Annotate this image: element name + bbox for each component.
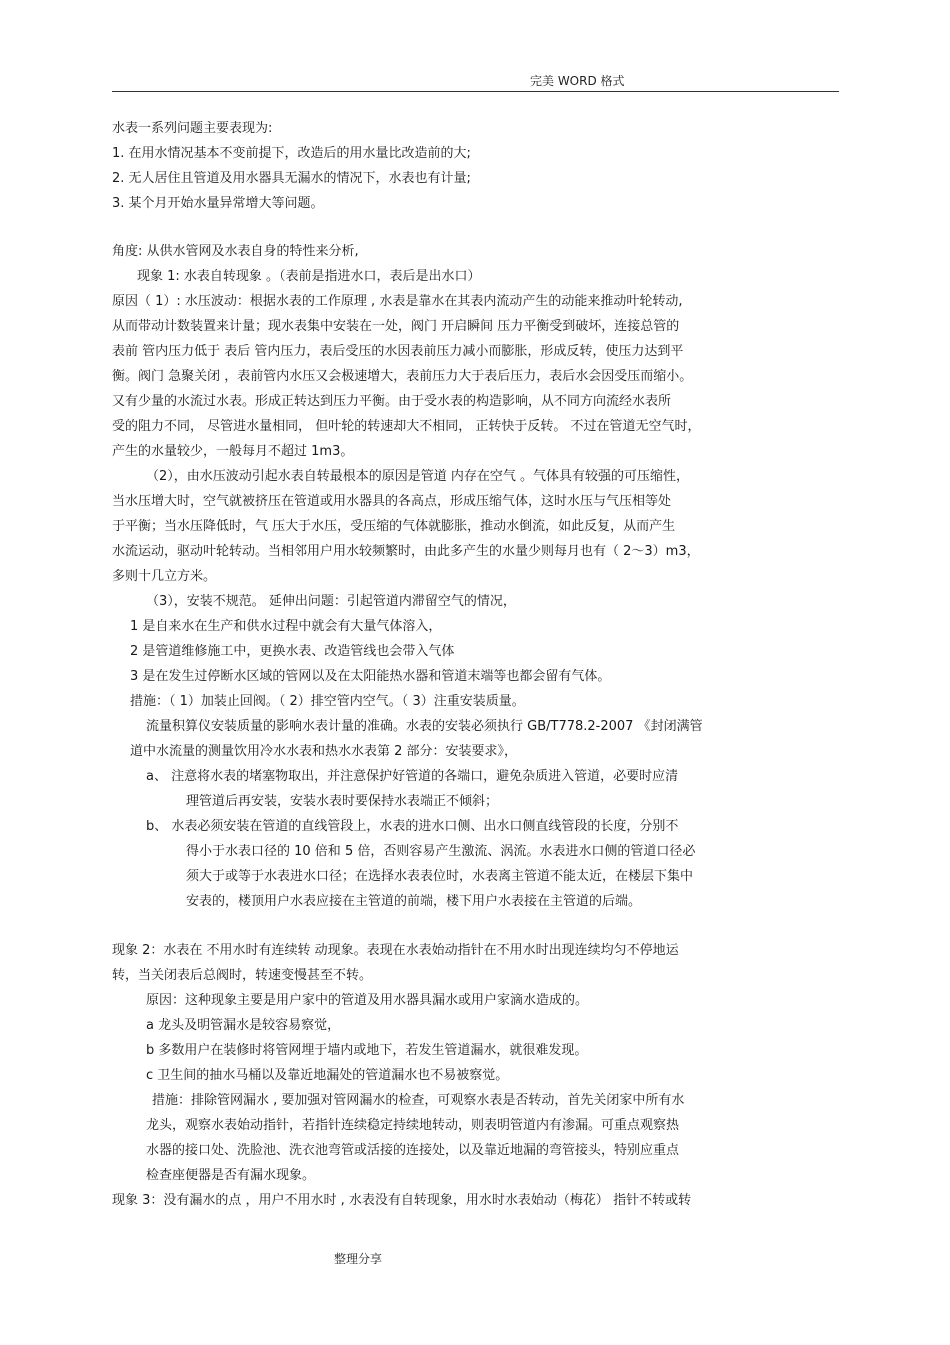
text-line: 理管道后再安装，安装水表时要保持水表端正不倾斜； [186, 794, 499, 809]
text-line: 得小于水表口径的 10 倍和 5 倍，否则容易产生激流、涡流。水表进水口侧的管道口径必 [186, 844, 696, 859]
text-line: 1 是自来水在生产和供水过程中就会有大量气体溶入， [130, 619, 442, 634]
text-line: 衡。阀门 急聚关闭 ，表前管内水压又会极速增大，表前压力大于表后压力，表后水会因受压而缩小。 [112, 369, 693, 384]
text-line: a 龙头及明管漏水是较容易察觉， [146, 1018, 341, 1033]
text-line: （2），由水压波动引起水表自转最根本的原因是管道 内存在空气 。气体具有较强的可压缩性， [146, 469, 690, 484]
text-line: 水器的接口处、洗脸池、洗衣池弯管或活接的连接处，以及靠近地漏的弯管接头，特别应重点 [146, 1143, 680, 1158]
text-line: 措施：排除管网漏水 , 要加强对管网漏水的检查，可观察水表是否转动，首先关闭家中所有水 [152, 1093, 685, 1108]
text-line: 现象 1: 水表自转现象 。（表前是指进水口，表后是出水口） [137, 269, 481, 284]
text-line: 现象 2：水表在 不用水时有连续转 动现象。表现在水表始动指针在不用水时出现连续均匀不停地运 [112, 943, 679, 958]
text-line: a、 注意将水表的堵塞物取出，并注意保护好管道的各端口，避免杂质进入管道，必要时应清 [146, 769, 679, 784]
text-line: 3 是在发生过停断水区域的管网以及在太阳能热水器和管道末端等也都会留有气体。 [130, 669, 611, 684]
text-line: c 卫生间的抽水马桶以及靠近地漏处的管道漏水也不易被察觉。 [146, 1068, 509, 1083]
text-line: 从而带动计数装置来计量；现水表集中安装在一处，阀门 开启瞬间 压力平衡受到破坏，连接总管的 [112, 319, 680, 334]
text-line: 3. 某个月开始水量异常增大等问题。 [112, 196, 324, 211]
text-line: b、 水表必须安装在管道的直线管段上，水表的进水口侧、出水口侧直线管段的长度，分别不 [146, 819, 679, 834]
text-line: 2 是管道维修施工中，更换水表、改造管线也会带入气体 [130, 644, 455, 659]
text-line: 角度: 从供水管网及水表自身的特性来分析, [112, 244, 359, 259]
text-line: b 多数用户在装修时将管网埋于墙内或地下，若发生管道漏水，就很难发现。 [146, 1043, 588, 1058]
header-title: 完美 WORD 格式 [530, 74, 625, 88]
text-line: 当水压增大时，空气就被挤压在管道或用水器具的各高点，形成压缩气体，这时水压与气压相等处 [112, 494, 672, 509]
text-line: 水表一系列问题主要表现为: [112, 121, 273, 136]
text-line: 又有少量的水流过水表。形成正转达到压力平衡。由于受水表的构造影响，从不同方向流经水表所 [112, 394, 672, 409]
text-line: 于平衡；当水压降低时，气 压大于水压，受压缩的气体就膨胀，推动水倒流，如此反复，从而产生 [112, 519, 676, 534]
text-line: 现象 3：没有漏水的点 ，用户不用水时 , 水表没有自转现象，用水时水表始动（梅花） 指针不转或转 [112, 1193, 692, 1208]
text-line: （3），安装不规范。 延伸出问题：引起管道内滞留空气的情况， [146, 594, 516, 609]
text-line: 产生的水量较少，一般每月不超过 1m3。 [112, 444, 354, 459]
text-line: 措施：（ 1）加装止回阀。（ 2）排空管内空气。（ 3）注重安装质量。 [130, 694, 525, 709]
text-line: 表前 管内压力低于 表后 管内压力，表后受压的水因表前压力减小而膨胀，形成反转，使压力达到平 [112, 344, 684, 359]
footer-text: 整理分享 [334, 1252, 383, 1266]
text-line: 检查座便器是否有漏水现象。 [146, 1168, 316, 1183]
text-line: 原因：这种现象主要是用户家中的管道及用水器具漏水或用户家滴水造成的。 [146, 993, 589, 1008]
text-line: 安表的，楼顶用户水表应接在主管道的前端，楼下用户水表接在主管道的后端。 [186, 894, 642, 909]
text-line: 须大于或等于水表进水口径；在选择水表表位时，水表离主管道不能太近，在楼层下集中 [186, 869, 694, 884]
text-line: 转，当关闭表后总阀时，转速变慢甚至不转。 [112, 968, 373, 983]
text-line: 2. 无人居住且管道及用水器具无漏水的情况下，水表也有计量; [112, 171, 471, 186]
text-line: 道中水流量的测量饮用冷水水表和热水水表第 2 部分：安装要求》， [130, 744, 518, 759]
text-line: 龙头，观察水表始动指针，若指针连续稳定持续地转动，则表明管道内有渗漏。可重点观察热 [146, 1118, 680, 1133]
text-line: 原因（ 1）: 水压波动：根据水表的工作原理 , 水表是靠水在其表内流动产生的动能来推动叶轮转动, [112, 294, 683, 309]
text-line: 受的阻力不同， 尽管进水量相同， 但叶轮的转速却大不相同， 正转快于反转。 不过在管道无空气时， [112, 419, 701, 434]
header-divider [112, 91, 839, 92]
text-line: 多则十几立方米。 [112, 569, 217, 584]
text-line: 流量积算仪安装质量的影响水表计量的准确。水表的安装必须执行 GB/T778.2-2007 《封闭满管 [146, 719, 703, 734]
text-line: 1. 在用水情况基本不变前提下，改造后的用水量比改造前的大; [112, 146, 471, 161]
text-line: 水流运动，驱动叶轮转动。当相邻用户用水较频繁时，由此多产生的水量少则每月也有（ 2～3）m3， [112, 544, 700, 559]
